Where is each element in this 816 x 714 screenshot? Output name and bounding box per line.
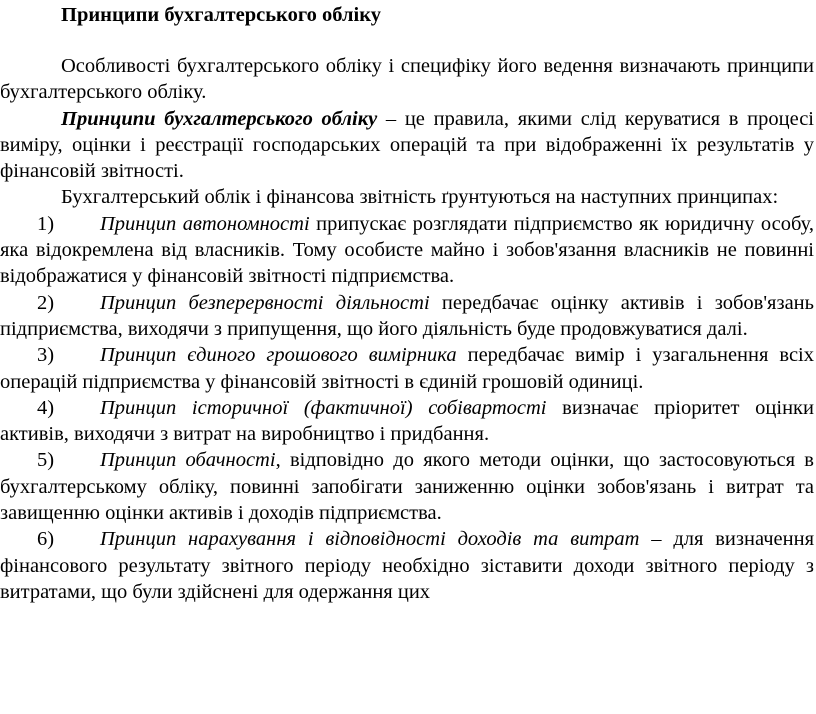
principle-name: Принцип обачності — [100, 449, 276, 472]
definition-term: Принципи бухгалтерського обліку — [61, 107, 378, 130]
definition-paragraph — [0, 106, 814, 185]
principle-number: 4) — [37, 396, 55, 419]
principle-name: Принцип історичної (фактичної) собівартості — [100, 396, 547, 419]
principle-name: Принцип автономності — [100, 212, 310, 235]
principle-text: визначає пріоритет оцінки активів, виходячи з витрат на виробництво і придбання. — [0, 396, 814, 446]
principle-item-3 — [0, 342, 814, 395]
principle-name: Принцип нарахування і відповідності доходів та витрат — [100, 528, 640, 551]
principle-item-5 — [0, 447, 814, 526]
principle-number: 6) — [37, 528, 55, 551]
principle-text: передбачає оцінку активів і зобов'язань підприємства, виходячи з припущення, що його діяльність буде продовжуватися далі. — [0, 291, 815, 340]
principle-text: – для визначення фінансового результату звітного періоду необхідно зіставити доходи звітного періоду з витратами, що були здійснені для одержання цих — [0, 528, 815, 603]
document-title: Принципи бухгалтерського обліку — [61, 4, 381, 26]
principle-number: 2) — [37, 291, 55, 314]
principle-text: , відповідно до якого методи оцінки, що застосовуються в бухгалтерському обліку, повинні запобігати заниженню оцінки зобов'язань і витрат та завищенню оцінки активів і доходів підприємства. — [0, 449, 814, 525]
definition-text: – це правила, якими слід керуватися в процесі виміру, оцінки і реєстрації господарських операцій та при відображенні їх результатів у фінансовій звітності. — [0, 107, 814, 183]
intro-paragraph: Особливості бухгалтерського обліку і специфіку його ведення визначають принципи бухгалтерського обліку. — [0, 55, 814, 104]
title-spacer — [0, 26, 814, 53]
principle-number: 5) — [37, 449, 55, 472]
principle-item-6 — [0, 526, 814, 605]
principle-text: передбачає вимір і узагальнення всіх операцій підприємства у фінансовій звітності в єдиній грошовій одиниці. — [0, 344, 814, 393]
principle-text: припускає розглядати підприємство як юридичну особу, яка відокремлена від власників. Тому особисте майно і зобов'язання власників не повинні відображатися у фінансовій звітності підприємства. — [0, 212, 814, 288]
principle-item-4 — [0, 395, 814, 448]
principle-item-1 — [0, 211, 814, 290]
principle-number: 1) — [37, 212, 55, 235]
principle-number: 3) — [37, 344, 55, 367]
principle-name: Принцип безперервності діяльності — [100, 291, 430, 314]
principle-item-2 — [0, 290, 814, 343]
principle-name: Принцип єдиного грошового вимірника — [100, 344, 457, 367]
lead-paragraph: Бухгалтерський облік і фінансова звітність ґрунтуються на наступних принципах: — [61, 186, 779, 209]
